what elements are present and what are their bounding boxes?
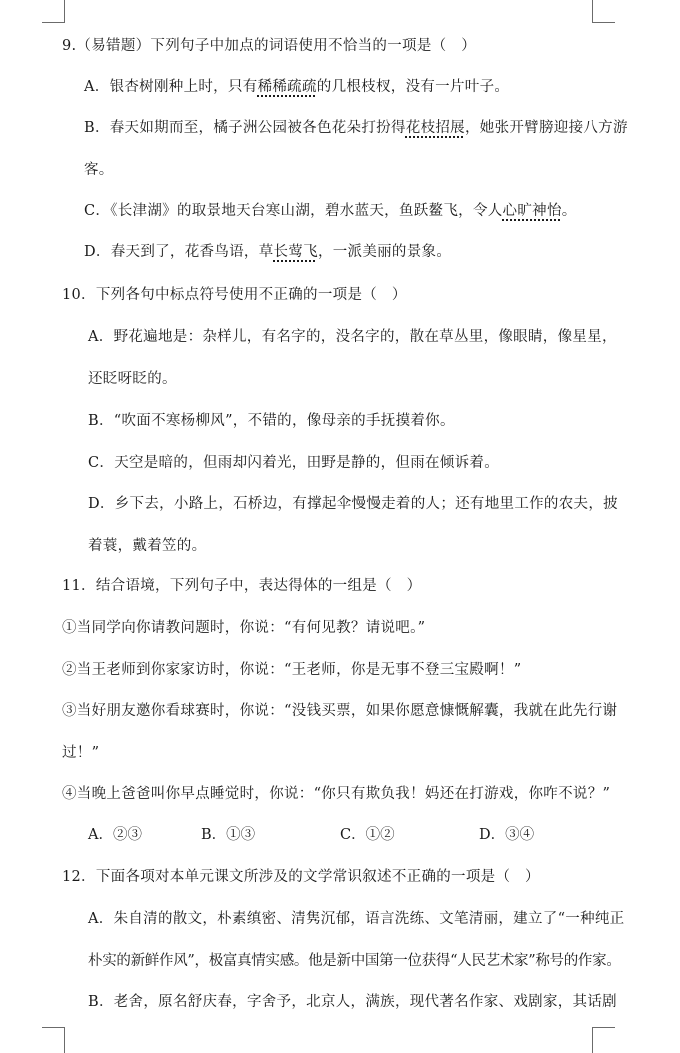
q9-option-d-pre: D．春天到了，花香鸟语，草 — [84, 244, 274, 260]
q9-option-b-dotted-word: 花枝招展 — [405, 120, 465, 136]
q9-option-a-dotted-word: 稀稀疏疏 — [257, 79, 317, 95]
q12-stem: 12．下面各项对本单元课文所涉及的文学常识叙述不正确的一项是（ ） — [62, 869, 540, 885]
q9-option-a — [84, 77, 509, 97]
q11-statement-3: ③当好朋友邀你看球赛时，你说：“没钱买票，如果你愿意慷慨解囊，我就在此先行谢 — [62, 703, 618, 719]
q11-statement-1: ①当同学向你请教问题时，你说：“有何见教？请说吧。” — [62, 620, 426, 636]
q10-option-a: A．野花遍地是：杂样儿，有名字的，没名字的，散在草丛里，像眼睛，像星星， — [88, 329, 617, 345]
q11-choice-c: C．①② — [340, 827, 395, 843]
q12-option-a-continuation: 朴实的新鲜作风”，极富真情实感。他是新中国第一位获得“人民艺术家”称号的作家。 — [88, 953, 621, 969]
q10-option-c: C．天空是暗的，但雨却闪着光，田野是静的，但雨在倾诉着。 — [88, 455, 499, 471]
q11-choices — [0, 825, 680, 845]
q9-option-b-continuation: 客。 — [84, 162, 114, 178]
q9-stem: 9.（易错题）下列句子中加点的词语使用不恰当的一项是（ ） — [62, 38, 477, 54]
q9-option-c — [84, 201, 577, 221]
q9-option-b-post: ，她张开臂膀迎接八方游 — [464, 120, 628, 136]
q11-choice-b: B．①③ — [201, 827, 256, 843]
q9-option-b-pre: B．春天如期而至，橘子洲公园被各色花朵打扮得 — [84, 120, 406, 136]
q10-stem: 10．下列各句中标点符号使用不正确的一项是（ ） — [62, 287, 407, 303]
crop-mark-top-right — [592, 0, 615, 23]
crop-mark-bottom-right — [592, 1027, 615, 1053]
q12-option-b: B．老舍，原名舒庆春，字舍予，北京人，满族，现代著名作家、戏剧家，其话剧 — [88, 994, 617, 1010]
q11-statement-4: ④当晚上爸爸叫你早点睡觉时，你说：“你只有欺负我！妈还在打游戏，你咋不说？” — [62, 786, 611, 802]
q9-option-c-dotted-word: 心旷神怡 — [502, 203, 562, 219]
q11-statement-3-continuation: 过！” — [62, 745, 100, 761]
q9-option-c-pre: C．《长津湖》的取景地天台寒山湖，碧水蓝天，鱼跃鳌飞，令人 — [84, 203, 503, 219]
q9-option-b — [84, 118, 628, 138]
q9-option-a-pre: A．银杏树刚种上时，只有 — [84, 79, 258, 95]
q11-choice-a: A．②③ — [88, 827, 142, 843]
q10-option-b: B．“吹面不寒杨柳风”，不错的，像母亲的手抚摸着你。 — [88, 413, 455, 429]
q9-option-c-post: 。 — [561, 203, 577, 219]
crop-mark-bottom-left — [42, 1027, 65, 1053]
q10-option-d: D．乡下去，小路上，石桥边，有撑起伞慢慢走着的人；还有地里工作的农夫，披 — [88, 496, 618, 512]
crop-mark-top-left — [42, 0, 65, 23]
q10-option-d-continuation: 着蓑，戴着笠的。 — [88, 538, 207, 554]
q11-stem: 11．结合语境，下列句子中，表达得体的一组是（ ） — [62, 578, 422, 594]
q9-option-d — [84, 242, 451, 262]
q9-option-d-dotted-word: 长莺飞 — [273, 244, 318, 260]
q9-option-a-post: 的几根枝杈，没有一片叶子。 — [316, 79, 510, 95]
q9-option-d-post: ，一派美丽的景象。 — [317, 244, 452, 260]
q10-option-a-continuation: 还眨呀眨的。 — [88, 371, 177, 387]
q11-choice-d: D．③④ — [479, 827, 535, 843]
q12-option-a: A．朱自清的散文，朴素缜密、清隽沉郁，语言洗练、文笔清丽，建立了“一种纯正 — [88, 911, 625, 927]
q11-statement-2: ②当王老师到你家家访时，你说：“王老师，你是无事不登三宝殿啊！” — [62, 662, 522, 678]
